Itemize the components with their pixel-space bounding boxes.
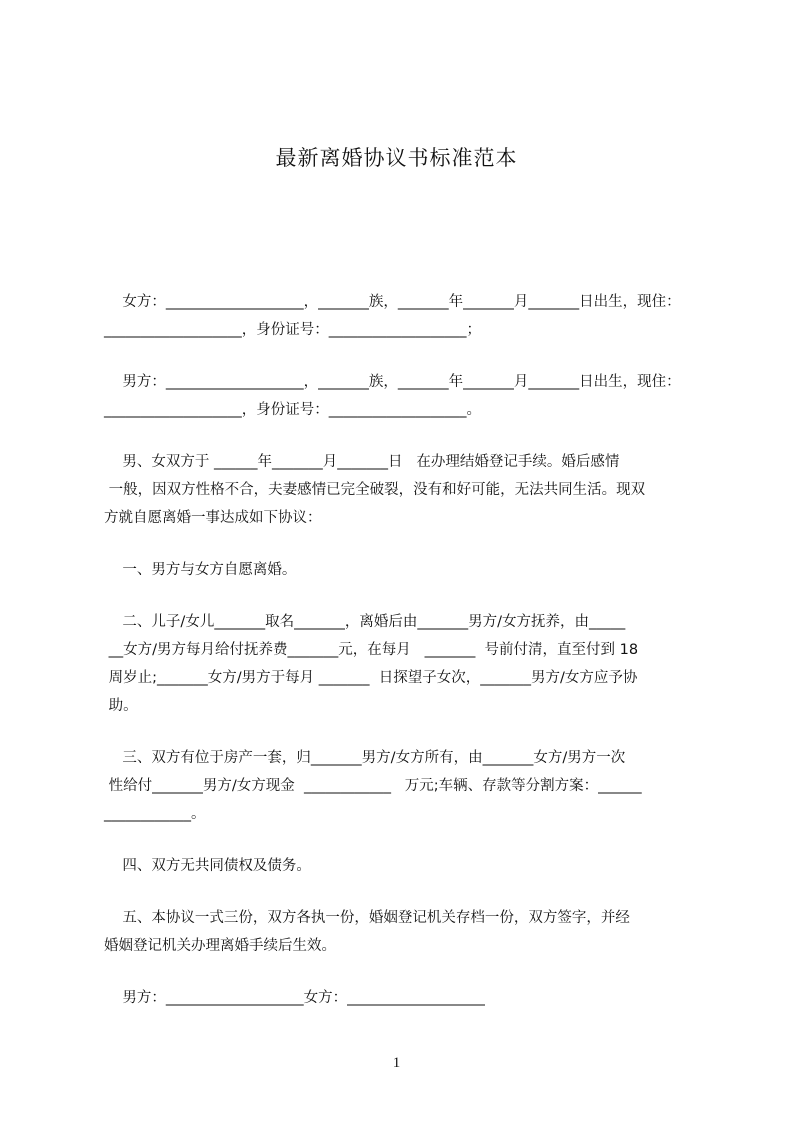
clause-2-line-4: 助。 — [104, 698, 138, 714]
clause-2-line-2: __女方/男方每月给付抚养费_______元，在每月 _______ 号前付清，直至付到 18 — [104, 642, 639, 658]
signature-line: 男方：___________________女方：___________________ — [104, 990, 485, 1006]
clause-1: 一、男方与女方自愿离婚。 — [104, 562, 297, 578]
clause-2-line-3: 周岁止;_______女方/男方于每月 _______ 日探望子女次，_______男方/女方应予协 — [104, 670, 638, 686]
clause-2-line-1: 二、儿子/女儿_______取名_______，离婚后由_______男方/女方抚养，由_____ — [104, 614, 626, 630]
clause-5-line-2: 婚姻登记机关办理离婚手续后生效。 — [104, 938, 336, 954]
female-party-line-1: 女方：___________________，_______族，_______年_______月_______日出生，现住： — [104, 294, 681, 310]
preamble-line-1: 男、女双方于 ______年_______月_______日 在办理结婚登记手续。婚后感情 — [104, 454, 620, 470]
male-party-line-2: ___________________，身份证号：___________________。 — [104, 402, 481, 418]
clause-4: 四、双方无共同债权及债务。 — [104, 858, 311, 874]
clause-3-line-2: 性给付_______男方/女方现金 ____________ 万元;车辆、存款等分割方案：______ — [104, 778, 642, 794]
preamble-line-3: 方就自愿离婚一事达成如下协议： — [104, 510, 322, 526]
male-party-line-1: 男方：___________________，_______族，_______年_______月_______日出生，现住： — [104, 374, 681, 390]
page-title: 最新离婚协议书标准范本 — [275, 146, 518, 170]
clause-5-line-1: 五、本协议一式三份，双方各执一份，婚姻登记机关存档一份，双方签字，并经 — [104, 910, 630, 926]
female-party-line-2: ___________________，身份证号：___________________； — [104, 322, 481, 338]
preamble-line-2: 一般，因双方性格不合，夫妻感情已完全破裂，没有和好可能，无法共同生活。现双 — [104, 482, 646, 498]
clause-3-line-1: 三、双方有位于房产一套，归_______男方/女方所有，由_______女方/男方一次 — [104, 750, 626, 766]
clause-3-line-3: ____________。 — [104, 806, 206, 822]
page-number: 1 — [392, 1055, 401, 1071]
